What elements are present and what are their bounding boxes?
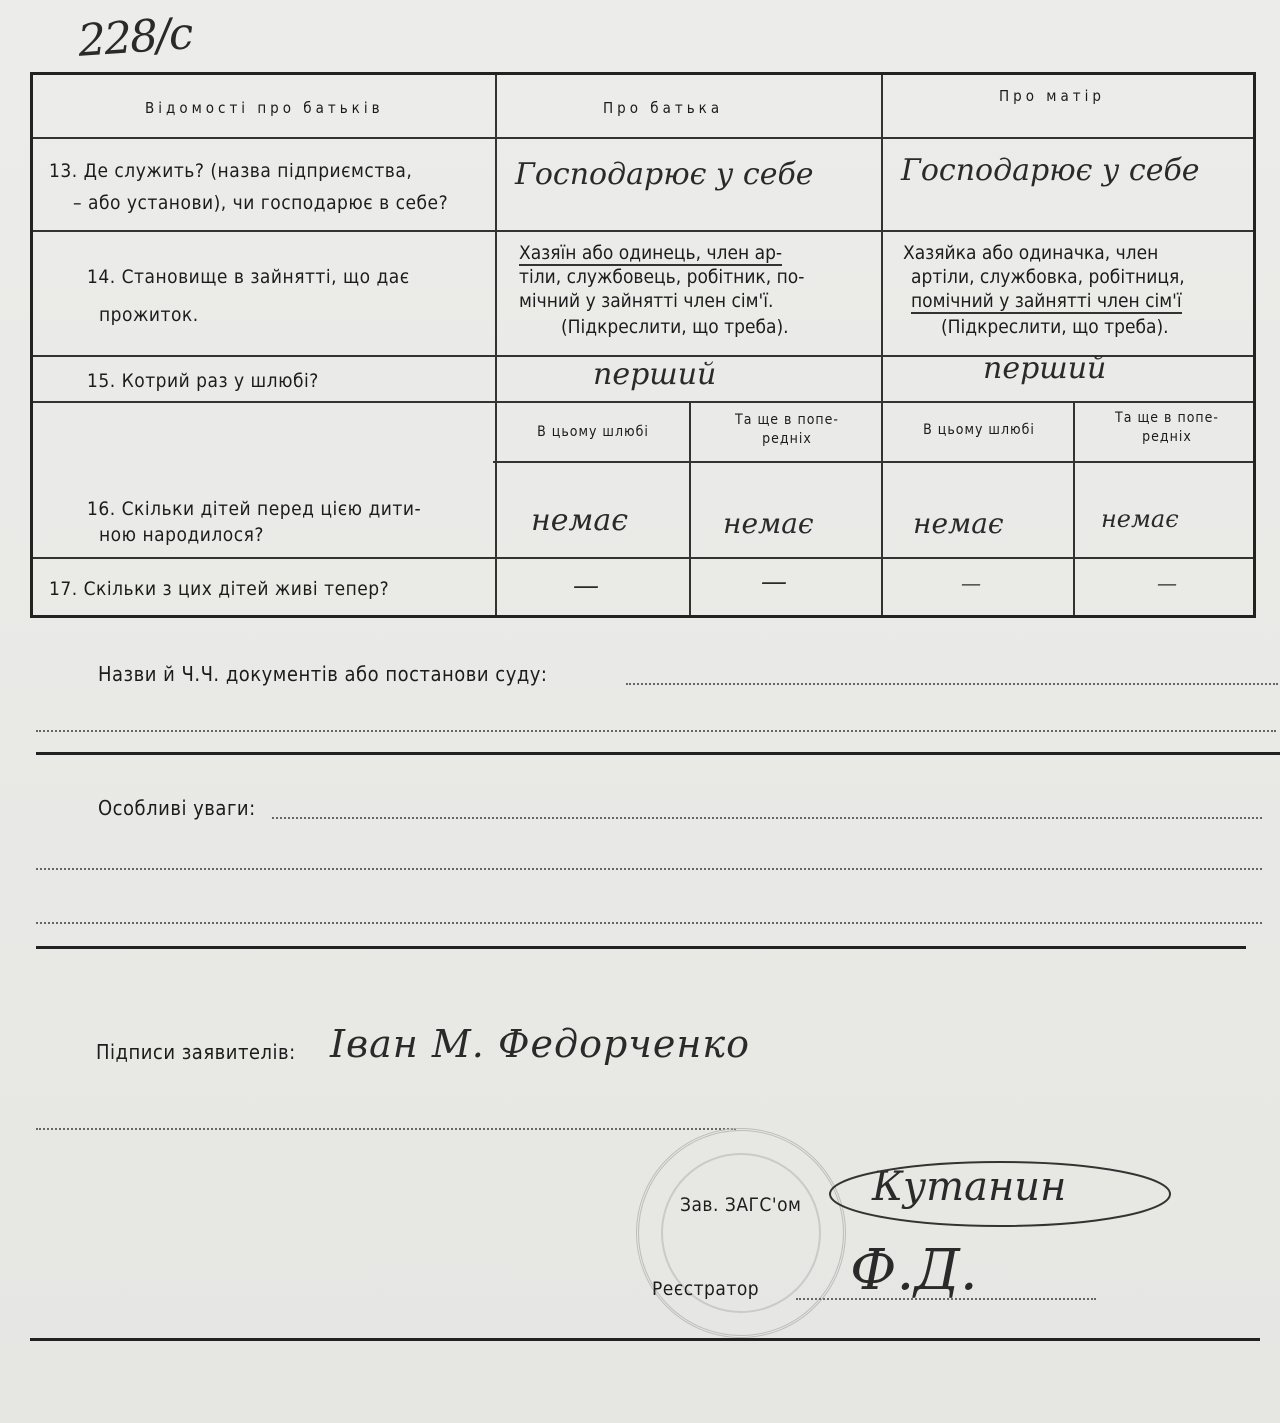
row-divider <box>33 137 1253 139</box>
children-this-marriage-mother: немає <box>913 507 1004 540</box>
q13-line1: 13. Де служить? (назва підприємства, <box>49 160 413 182</box>
father-marriage-count: перший <box>593 357 717 392</box>
subheader-this-marriage-mother: В цьому шлюбі <box>923 422 1035 438</box>
documents-dotted-line-2 <box>36 730 1276 732</box>
q16-line1: 16. Скільки дітей перед цією дити- <box>87 498 422 520</box>
mother-status-line4: (Підкреслити, що треба). <box>941 316 1169 338</box>
subheader-previous-mother <box>1081 409 1253 447</box>
documents-label: Назви й Ч.Ч. документів або постанови суду: <box>98 662 548 686</box>
subheader-previous-mother-line2: редніх <box>1142 429 1192 445</box>
subheader-previous-mother-line1: Та ще в попе- <box>1115 410 1219 426</box>
column-divider <box>495 75 497 615</box>
children-alive-1: — <box>573 571 599 601</box>
section-separator <box>36 946 1246 949</box>
q15: 15. Котрий раз у шлюбі? <box>87 370 319 392</box>
remarks-label: Особливі уваги: <box>98 796 256 820</box>
subheader-this-marriage-father: В цьому шлюбі <box>537 424 649 440</box>
row-divider <box>33 401 1253 403</box>
row-divider <box>33 230 1253 232</box>
header-mother: Про матір <box>999 87 1105 105</box>
subheader-previous-father <box>697 411 877 449</box>
signatures-dotted-line <box>36 1128 736 1130</box>
father-status-underlined: Хазяїн або одинець, член ар- <box>519 242 783 264</box>
column-divider <box>881 75 883 615</box>
children-previous-father: немає <box>723 507 814 540</box>
q17: 17. Скільки з цих дітей живі тепер? <box>49 578 390 600</box>
remarks-dotted-line <box>272 817 1262 819</box>
children-previous-mother: немає <box>1101 505 1179 533</box>
subheader-previous-father-line2: редніх <box>762 431 812 447</box>
zags-label: Зав. ЗАГС'ом <box>680 1194 802 1216</box>
q16-line2: ною народилося? <box>99 524 264 546</box>
bottom-rule <box>30 1338 1260 1341</box>
mother-status-line2: артіли, службовка, робітниця, <box>911 266 1185 288</box>
margin-note: 228/с <box>76 8 194 67</box>
registrar-label: Реєстратор <box>652 1278 760 1300</box>
q14-line1: 14. Становище в зайнятті, що дає <box>87 266 410 288</box>
applicant-signature: Іван М. Федорченко <box>330 1022 751 1066</box>
signature-flourish <box>820 1150 1200 1240</box>
subheader-divider <box>493 461 1253 463</box>
father-status-line2: тіли, службовець, робітник, по- <box>519 266 805 288</box>
children-alive-4: — <box>1157 571 1177 595</box>
mother-status-line3 <box>911 289 1182 313</box>
children-this-marriage-father: немає <box>531 503 629 538</box>
children-alive-3: — <box>961 571 981 595</box>
mother-status-underlined: помічний у зайнятті член сім'ї <box>911 290 1182 312</box>
mother-marriage-count: перший <box>983 351 1107 386</box>
header-father: Про батька <box>603 99 724 117</box>
remarks-dotted-line-2 <box>36 868 1262 870</box>
q14-line2: прожиток. <box>99 304 199 326</box>
father-status-line3: мічний у зайнятті член сім'ї. <box>519 290 774 312</box>
row-divider <box>33 557 1253 559</box>
father-status-line1 <box>519 241 782 265</box>
signatures-label: Підписи заявителів: <box>96 1040 296 1064</box>
documents-dotted-line <box>626 683 1278 685</box>
children-alive-2: — <box>761 567 787 597</box>
registrar-signature: Ф.Д. <box>850 1238 978 1303</box>
parents-info-table <box>30 72 1256 618</box>
father-status-line4: (Підкреслити, що треба). <box>561 316 789 338</box>
zags-head-signature: Кутанин <box>872 1164 1067 1210</box>
q13-line2: – або установи), чи господарює в себе? <box>73 192 449 214</box>
column-divider <box>1073 401 1075 615</box>
father-occupation: Господарює у себе <box>515 157 814 192</box>
official-stamp <box>636 1128 846 1338</box>
column-divider <box>689 401 691 615</box>
header-parents-info: Відомості про батьків <box>145 99 384 117</box>
mother-status-line1: Хазяйка або одиначка, член <box>903 242 1159 264</box>
subheader-previous-father-line1: Та ще в попе- <box>735 412 839 428</box>
remarks-dotted-line-3 <box>36 922 1262 924</box>
section-separator <box>36 752 1280 755</box>
mother-occupation: Господарює у себе <box>901 153 1200 188</box>
